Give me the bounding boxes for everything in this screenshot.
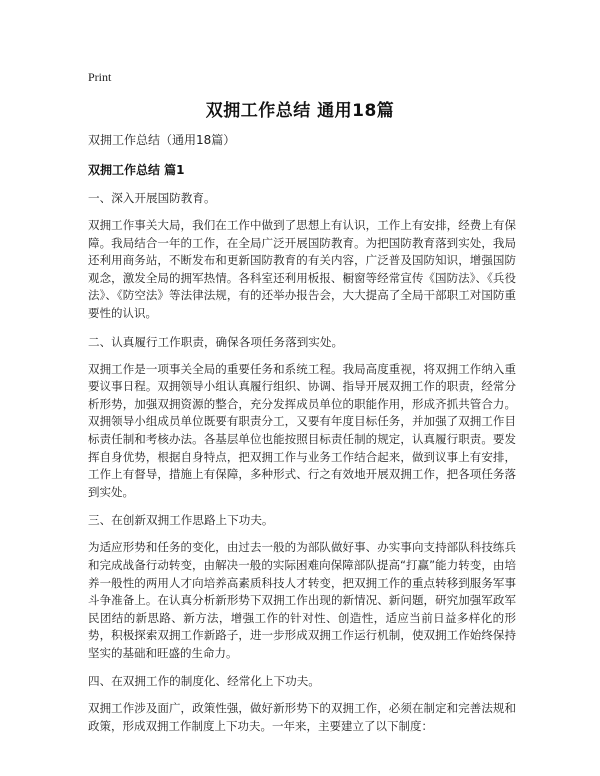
heading-1: 一、深入开展国防教育。: [88, 191, 216, 205]
print-link[interactable]: Print: [88, 70, 112, 84]
heading-4: 四、在双拥工作的制度化、经常化上下功夫。: [88, 674, 320, 689]
page-title: 双拥工作总结 通用18篇: [205, 101, 395, 121]
paragraph-4: 双拥工作涉及面广，政策性强，做好新形势下的双拥工作，必须在制定和完善法规和政策，形成双拥工作制度上下功夫。一年来，主要建立了以下制度：: [88, 701, 516, 734]
paragraph-2: 双拥工作是一项事关全局的重要任务和系统工程。我局高度重视，将双拥工作纳入重要议事日程。双拥领导小组认真履行组织、协调、指导开展双拥工作的职责，经常分析形势，加强双拥资源的整合，充分发挥成员单位的职能作用，形成齐抓共管合力。双拥领导小组成员单位既要有职责分工，又要有年度目标任务，并加强了双拥工作目标责任制和考核办法。各基层单位也能按照目标责任制的规定，认真履行职责。要发挥自身优势，根据自身特点，把双拥工作与业务工作结合起来，做到议事上有安排，工作上有督导，措施上有保障，多种形式、行之有效地开展双拥工作，把各项任务落到实处。: [88, 361, 516, 499]
heading-3: 三、在创新双拥工作思路上下功夫。: [88, 513, 274, 528]
document-body: [88, 131, 516, 746]
paragraph-1: 双拥工作事关大局，我们在工作中做到了思想上有认识，工作上有安排，经费上有保障。我局结合一年的工作，在全局广泛开展国防教育。为把国防教育落到实处，我局还利用商务站，不断发布和更新国防教育的有关内容，广泛普及国防知识，增强国防观念，激发全局的拥军热情。各科室还利用板报、橱窗等经常宣传《国防法》、《兵役法》、《防空法》等法律法规，有的还举办报告会，大大提高了全局干部职工对国防重要性的认识。: [88, 218, 516, 320]
paragraph-3: 为适应形势和任务的变化，由过去一般的为部队做好事、办实事向支持部队科技练兵和完成战备行动转变，由解决一般的实际困难向保障部队提高“打赢”能力转变，由培养一般性的两用人才向培养高素质科技人才转变，把双拥工作的重点转移到服务军事斗争准备上。在认真分析新形势下双拥工作出现的新情况、新问题，研究加强军政军民团结的新思路、新方法，增强工作的针对性、创造性，适应当前日益多样化的形势，积极探索双拥工作新路子，进一步形成双拥工作运行机制，使双拥工作始终保持坚实的基础和旺盛的生命力。: [88, 540, 516, 660]
heading-2: 二、认真履行工作职责，确保各项任务落到实处。: [88, 334, 344, 349]
document-subtitle: 双拥工作总结（通用18篇）: [88, 133, 236, 147]
section-title: 双拥工作总结 篇1: [88, 163, 185, 177]
